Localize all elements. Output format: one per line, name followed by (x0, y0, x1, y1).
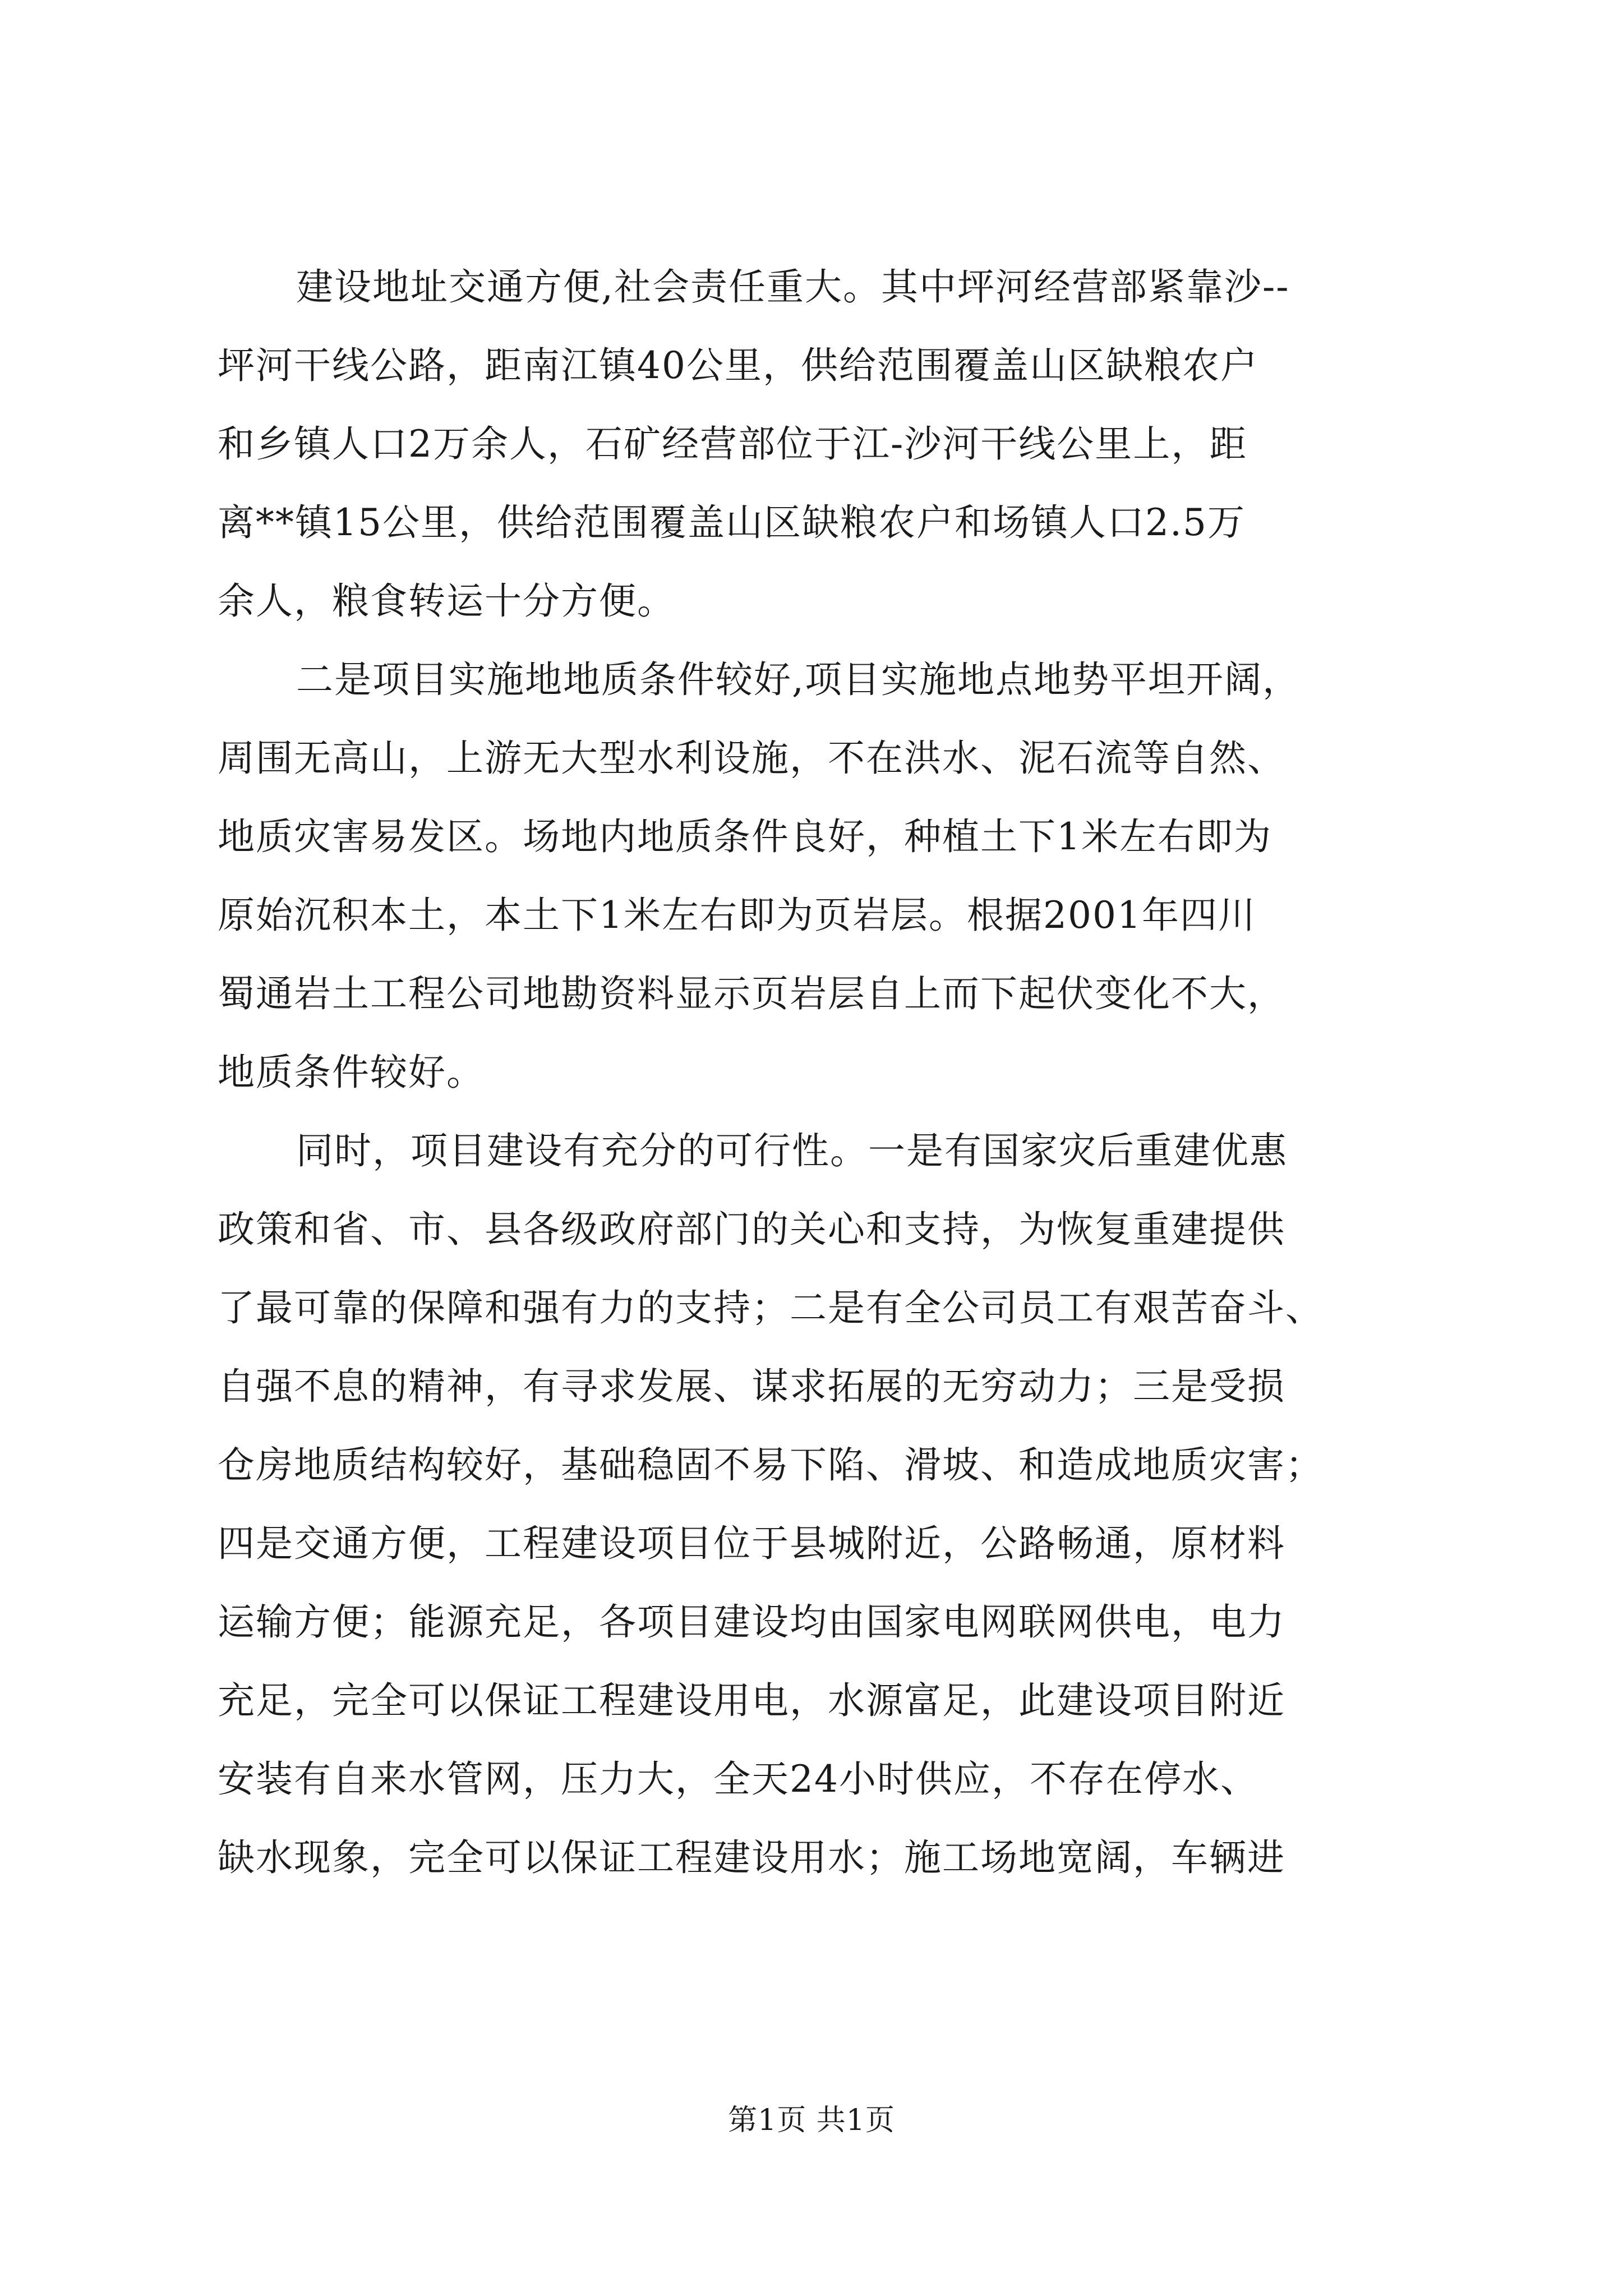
text-line: 地质条件较好。 (218, 1051, 485, 1094)
text-line: 二是项目实施地地质条件较好,项目实施地点地势平坦开阔， (296, 658, 1301, 701)
text-line: 地质灾害易发区。场地内地质条件良好，种植土下1米左右即为 (218, 815, 1272, 858)
text-line: 缺水现象，完全可以保证工程建设用水；施工场地宽阔，车辆进 (218, 1836, 1285, 1879)
paragraph (218, 248, 1440, 641)
text-line: 和乡镇人口2万余人，石矿经营部位于江-沙河干线公里上，距 (218, 422, 1248, 466)
text-line: 政策和省、市、县各级政府部门的关心和支持，为恢复重建提供 (218, 1208, 1285, 1251)
paragraph (218, 1112, 1440, 1897)
text-line: 余人，粮食转运十分方便。 (218, 579, 675, 623)
text-line: 仓房地质结构较好，基础稳固不易下陷、滑坡、和造成地质灾害； (218, 1443, 1324, 1487)
text-line: 周围无高山，上游无大型水利设施，不在洪水、泥石流等自然、 (218, 737, 1285, 780)
text-line: 建设地址交通方便,社会责任重大。其中坪河经营部紧靠沙-- (296, 265, 1290, 309)
text-line: 运输方便；能源充足，各项目建设均由国家电网联网供电，电力 (218, 1600, 1285, 1644)
text-line: 离**镇15公里，供给范围覆盖山区缺粮农户和场镇人口2.5万 (218, 501, 1246, 544)
text-line: 了最可靠的保障和强有力的支持；二是有全公司员工有艰苦奋斗、 (218, 1286, 1324, 1329)
document-body (218, 248, 1440, 1897)
text-line: 同时，项目建设有充分的可行性。一是有国家灾后重建优惠 (296, 1129, 1288, 1172)
paragraph (218, 641, 1440, 1112)
text-line: 安装有自来水管网，压力大，全天24小时供应，不存在停水、 (218, 1757, 1258, 1801)
page-footer: 第1页 共1页 (728, 2104, 895, 2137)
text-line: 充足，完全可以保证工程建设用电，水源富足，此建设项目附近 (218, 1679, 1285, 1722)
text-line: 坪河干线公路，距南江镇40公里，供给范围覆盖山区缺粮农户 (218, 344, 1258, 387)
text-line: 四是交通方便，工程建设项目位于县城附近，公路畅通，原材料 (218, 1522, 1285, 1565)
text-line: 蜀通岩土工程公司地勘资料显示页岩层自上而下起伏变化不大， (218, 972, 1285, 1015)
text-line: 自强不息的精神，有寻求发展、谋求拓展的无穷动力；三是受损 (218, 1365, 1285, 1408)
text-line: 原始沉积本土，本土下1米左右即为页岩层。根据2001年四川 (218, 894, 1256, 937)
